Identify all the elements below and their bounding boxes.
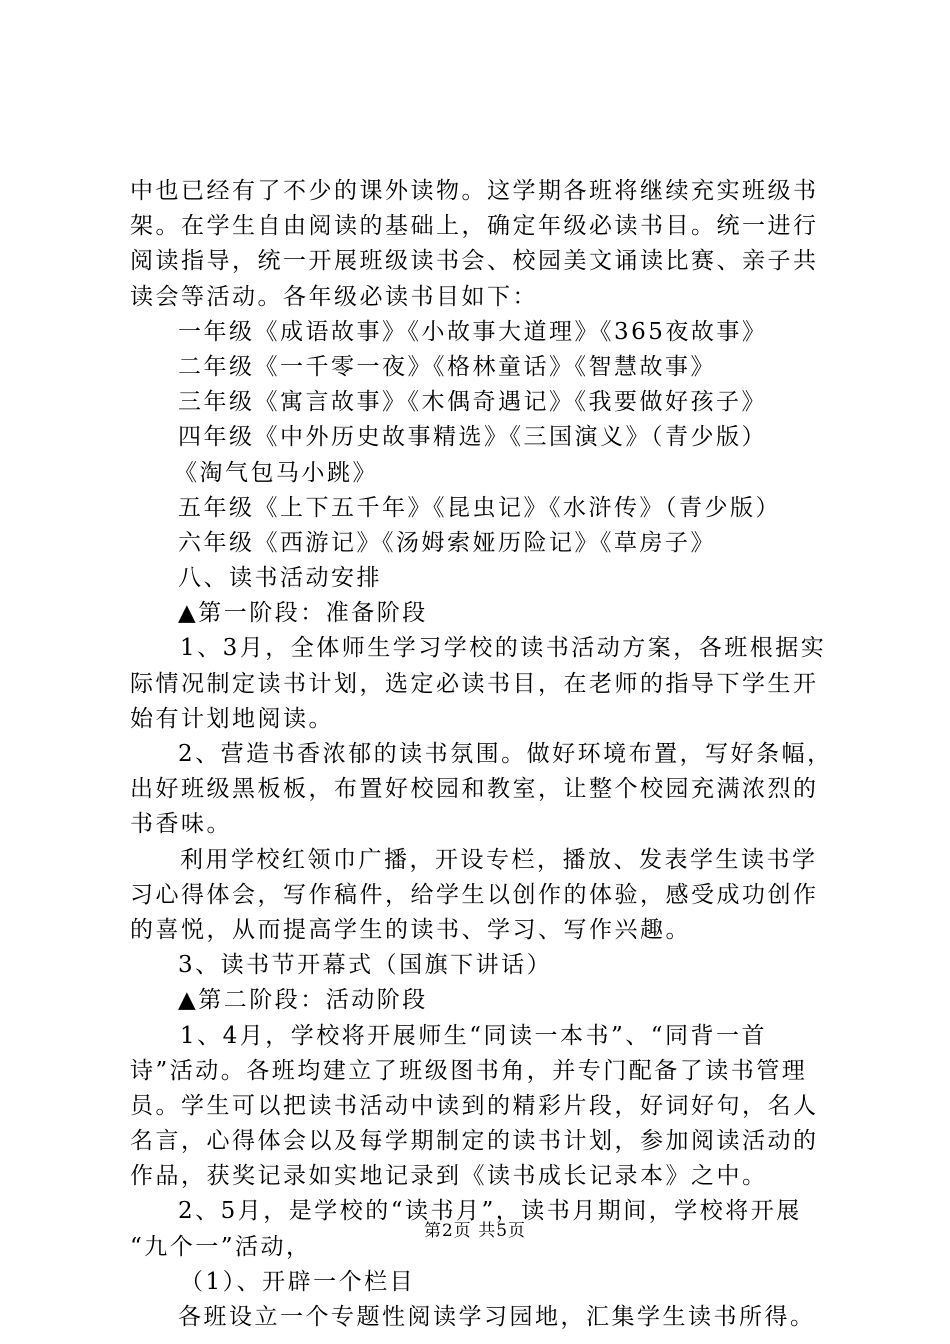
document-body [130, 174, 833, 1335]
paragraph-line: 书香味。 [130, 811, 232, 838]
paragraph-line: 阅读指导，统一开展班级读书会、校园美文诵读比赛、亲子共 [130, 248, 819, 275]
paragraph-line: 员。学生可以把读书活动中读到的精彩片段，好词好句，名人 [130, 1092, 819, 1119]
paragraph-line: 际情况制定读书计划，选定必读书目，在老师的指导下学生开 [130, 670, 819, 697]
paragraph-line: 出好班级黑板板，布置好校园和教室，让整个校园充满浓烈的 [130, 776, 819, 803]
book-list-grade-1: 一年级《成语故事》《小故事大道理》《365夜故事》 [178, 318, 768, 345]
section-heading: 八、读书活动安排 [178, 565, 382, 592]
paragraph-line: 2、营造书香浓郁的读书氛围。做好环境布置，写好条幅， [178, 741, 833, 767]
paragraph-line: 2、5月，是学校的“读书月”，读书月期间，学校将开展 [178, 1198, 802, 1225]
book-list-grade-6: 六年级《西游记》《汤姆索娅历险记》《草房子》 [178, 529, 716, 556]
book-list-grade-3: 三年级《寓言故事》《木偶奇遇记》《我要做好孩子》 [178, 389, 767, 416]
paragraph-line: 架。在学生自由阅读的基础上，确定年级必读书目。统一进行 [130, 213, 819, 240]
paragraph-line: 作品，获奖记录如实地记录到《读书成长记录本》之中。 [130, 1163, 768, 1190]
paragraph-line: “九个一”活动， [130, 1233, 312, 1260]
page-number-footer: 第2页 共5页 [423, 1221, 527, 1241]
paragraph-line: 的喜悦，从而提高学生的读书、学习、写作兴趣。 [130, 916, 691, 943]
paragraph-line: 1、4月，学校将开展师生“同读一本书”、“同背一首 [180, 1022, 768, 1049]
stage-heading: ▲第一阶段：准备阶段 [178, 600, 428, 627]
book-list-grade-5: 五年级《上下五千年》《昆虫记》《水浒传》（青少版） [178, 494, 781, 521]
paragraph-line: 各班设立一个专题性阅读学习园地，汇集学生读书所得。 [178, 1304, 816, 1330]
paragraph-line: 中也已经有了不少的课外读物。这学期各班将继续充实班级书 [130, 178, 819, 204]
subsection-heading: （1）、开辟一个栏目 [180, 1268, 416, 1295]
paragraph-line: 读会等活动。各年级必读书目如下： [130, 283, 538, 310]
paragraph-line: 3、读书节开幕式（国旗下讲话） [178, 952, 553, 979]
paragraph-line: 名言，心得体会以及每学期制定的读书计划，参加阅读活动的 [130, 1128, 819, 1155]
book-list-grade-4: 四年级《中外历史故事精选》《三国演义》（青少版） [178, 424, 767, 451]
paragraph-line: 习心得体会，写作稿件，给学生以创作的体验，感受成功创作 [130, 881, 819, 908]
paragraph-line: 始有计划地阅读。 [130, 705, 334, 732]
book-list-grade-2: 二年级《一千零一夜》《格林童话》《智慧故事》 [178, 353, 716, 380]
book-list-grade-4-cont: 《淘气包马小跳》 [174, 459, 378, 486]
stage-heading: ▲第二阶段：活动阶段 [178, 987, 428, 1014]
paragraph-line: 诗”活动。各班均建立了班级图书角，并专门配备了读书管理 [130, 1057, 808, 1084]
paragraph-line: 1、3月，全体师生学习学校的读书活动方案，各班根据实 [180, 635, 827, 662]
paragraph-line: 利用学校红领巾广播，开设专栏，播放、发表学生读书学 [180, 846, 818, 873]
